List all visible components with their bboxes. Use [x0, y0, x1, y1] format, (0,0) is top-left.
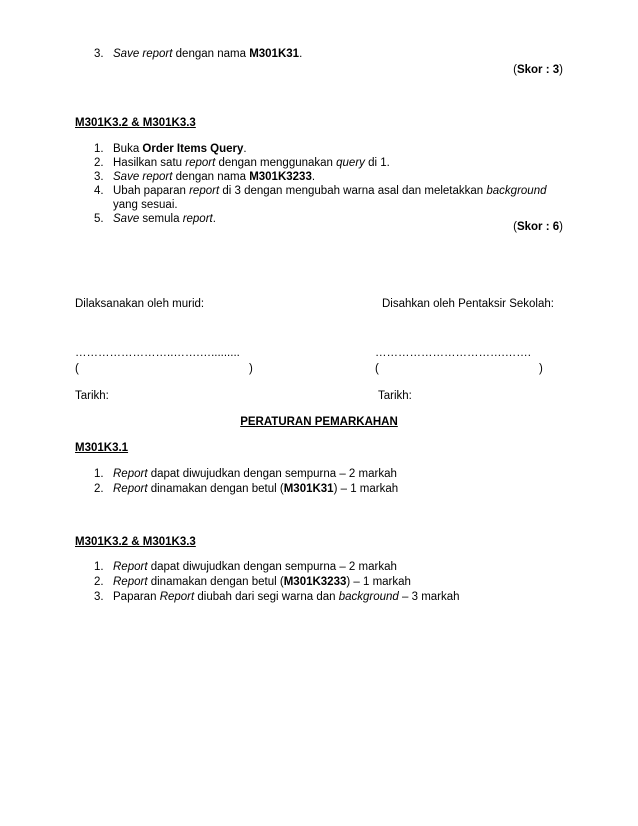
italic-text: query	[336, 157, 365, 169]
text: dengan nama	[172, 48, 250, 60]
list-number: 2.	[94, 157, 104, 169]
score-label	[513, 64, 563, 76]
text: Hasilkan satu	[113, 157, 186, 169]
italic-text: Report	[113, 483, 148, 495]
text: ) – 1 markah	[346, 576, 411, 588]
paren: (	[513, 221, 517, 233]
text: diubah dari segi warna dan	[194, 591, 339, 603]
paren: )	[559, 64, 563, 76]
text: di 1.	[364, 157, 390, 169]
paren: (	[513, 64, 517, 76]
list-item	[94, 561, 397, 573]
name-paren-close: )	[249, 363, 253, 375]
list-number: 2.	[94, 483, 104, 495]
list-item	[94, 483, 398, 495]
list-item	[94, 213, 216, 225]
list-number: 3.	[94, 48, 104, 60]
text: .	[212, 213, 216, 225]
italic-text: Save	[113, 213, 140, 225]
bold-text: M301K3233	[249, 171, 312, 183]
list-number: 3.	[94, 171, 104, 183]
text: Paparan	[113, 591, 160, 603]
list-number: 1.	[94, 468, 104, 480]
list-item	[94, 143, 247, 155]
section-heading: M301K3.2 & M301K3.3	[75, 536, 196, 548]
list-item	[94, 468, 397, 480]
bold-text: M301K3233	[283, 576, 347, 588]
italic-text: Report	[159, 591, 195, 603]
bold-text: M301K31	[283, 483, 334, 495]
name-paren-close: )	[539, 363, 543, 375]
list-item	[94, 591, 460, 603]
signature-left-line: ……………………..…….….........	[75, 347, 240, 359]
text: ) – 1 markah	[333, 483, 399, 495]
bold-text: M301K31	[249, 48, 300, 60]
text: .	[311, 171, 316, 183]
text: di 3 dengan mengubah warna asal dan meletakkan	[219, 185, 487, 197]
list-item	[94, 157, 390, 169]
list-number: 3.	[94, 591, 104, 603]
text: dengan menggunakan	[215, 157, 337, 169]
list-number: 2.	[94, 576, 104, 588]
score-text: Skor : 6	[516, 221, 560, 233]
text: – 3 markah	[398, 591, 460, 603]
text: Ubah paparan	[113, 185, 190, 197]
italic-text: Report	[113, 576, 148, 588]
intro-list-item	[94, 48, 302, 60]
list-number: 1.	[94, 143, 104, 155]
list-number: 5.	[94, 213, 104, 225]
section-heading: M301K3.1	[75, 442, 129, 454]
text: dapat diwujudkan dengan sempurna – 2 markah	[147, 561, 397, 573]
italic-text: background	[486, 185, 547, 197]
list-item	[94, 185, 547, 197]
list-number: 1.	[94, 561, 104, 573]
italic-text: report	[185, 157, 216, 169]
text: dinamakan dengan betul (	[147, 483, 284, 495]
italic-text: background	[338, 591, 399, 603]
text: semula	[139, 213, 183, 225]
paren: )	[559, 221, 563, 233]
text: dapat diwujudkan dengan sempurna – 2 markah	[147, 468, 397, 480]
bold-text: Order Items Query	[142, 143, 244, 155]
score-label	[513, 221, 563, 233]
text: Buka	[113, 143, 143, 155]
list-item	[94, 576, 411, 588]
italic-text: Report	[113, 468, 148, 480]
score-text: Skor : 3	[516, 64, 560, 76]
list-item	[94, 171, 315, 183]
rules-title: PERATURAN PEMARKAHAN	[240, 416, 398, 428]
text: .	[299, 48, 303, 60]
signature-right-line: …………………………….…….	[375, 347, 531, 359]
italic-text: Save report	[113, 171, 173, 183]
text: .	[243, 143, 247, 155]
signature-right-label: Disahkan oleh Pentaksir Sekolah:	[382, 298, 554, 310]
italic-text: Report	[113, 561, 148, 573]
list-number: 4.	[94, 185, 104, 197]
italic-text: report	[182, 213, 213, 225]
name-paren-open: (	[375, 363, 379, 375]
text: dinamakan dengan betul (	[147, 576, 284, 588]
text: dengan nama	[172, 171, 250, 183]
date-label-right: Tarikh:	[378, 390, 412, 402]
section-heading: M301K3.2 & M301K3.3	[75, 117, 196, 129]
name-paren-open: (	[75, 363, 79, 375]
italic-text: report	[189, 185, 220, 197]
signature-left-label: Dilaksanakan oleh murid:	[75, 298, 205, 310]
list-item-continuation: yang sesuai.	[113, 199, 178, 211]
italic-text: Save report	[113, 48, 173, 60]
date-label-left: Tarikh:	[75, 390, 109, 402]
